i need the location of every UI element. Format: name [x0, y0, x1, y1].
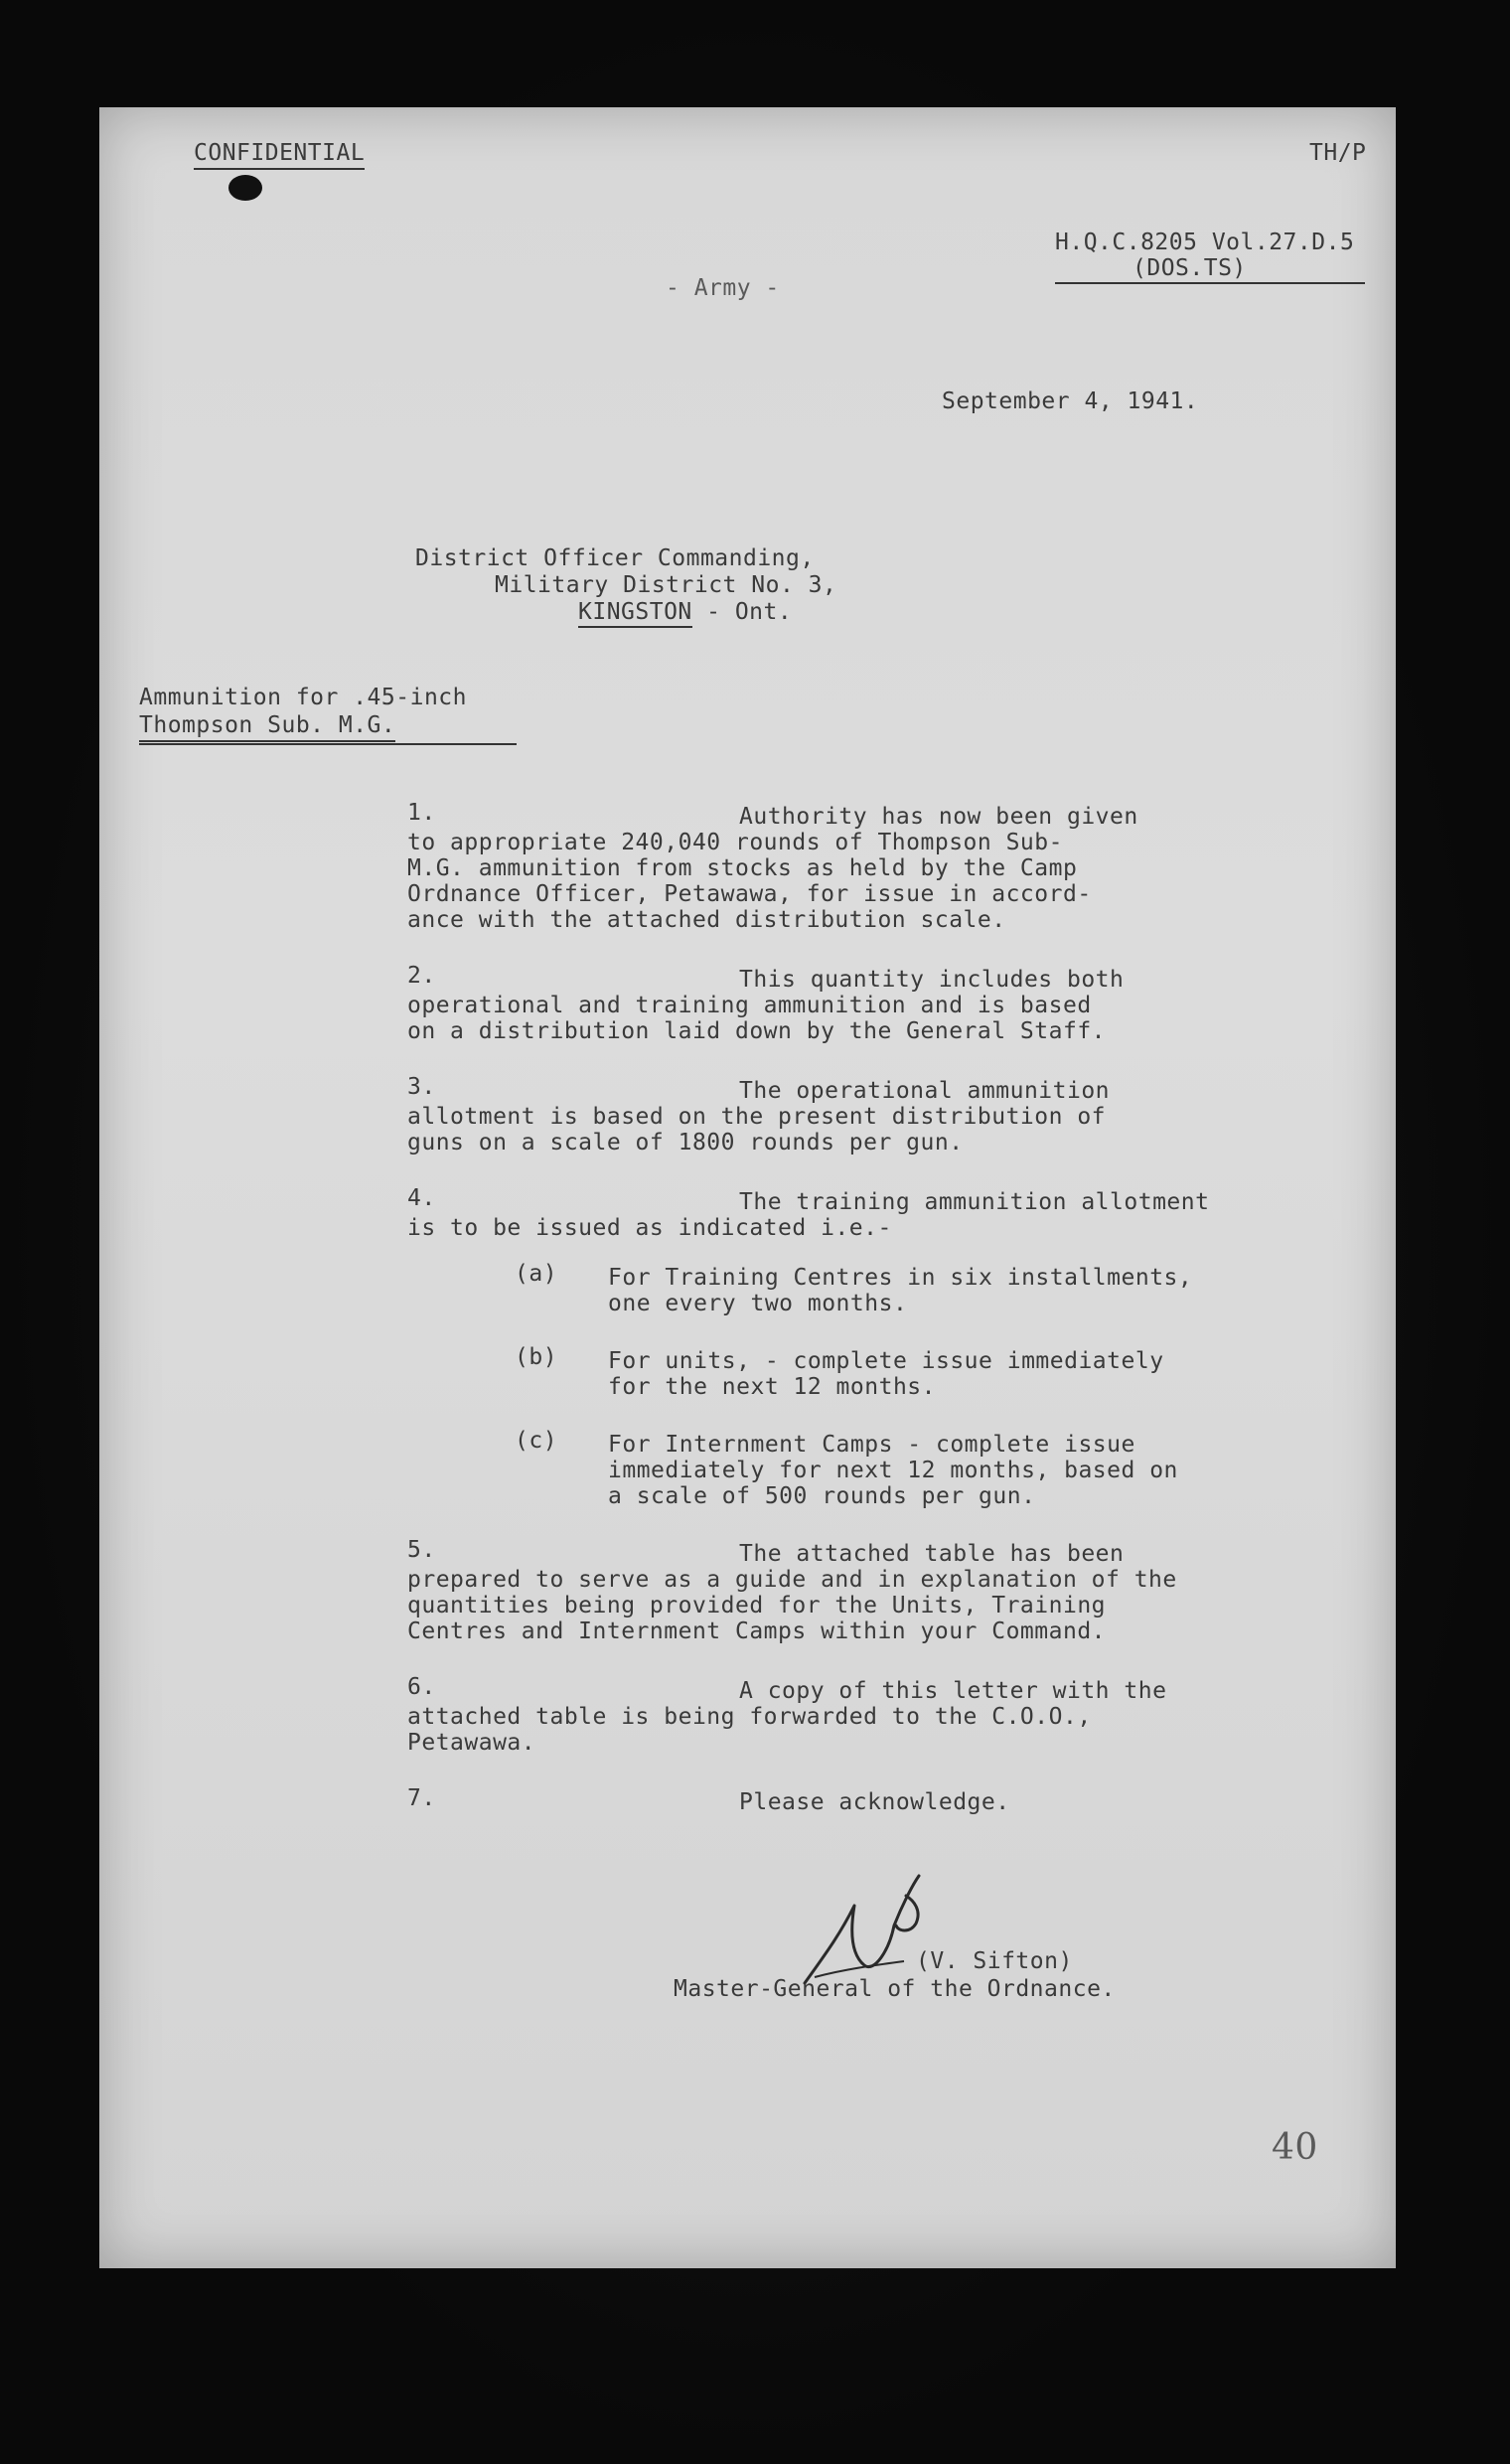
para-6-number: 6. [407, 1674, 436, 1700]
service-heading: - Army - [666, 275, 780, 301]
addressee-line-3 [578, 598, 792, 626]
addressee-line-2: Military District No. 3, [495, 572, 837, 598]
item-b-label: (b) [515, 1344, 558, 1370]
subject-line-1: Ammunition for .45-inch [139, 685, 467, 710]
signatory-title: Master-General of the Ordnance. [674, 1976, 1116, 2002]
subject-line-2: Thompson Sub. M.G. [139, 711, 395, 742]
item-a-line-1: For Training Centres in six installments, [608, 1265, 1193, 1291]
item-b-line-1: For units, - complete issue immediately [608, 1348, 1164, 1374]
letter-date: September 4, 1941. [942, 388, 1199, 414]
para-1-line-4: Ordnance Officer, Petawawa, for issue in accord- [407, 881, 1092, 907]
para-4-line-2: is to be issued as indicated i.e.- [407, 1215, 892, 1241]
para-6-line-3: Petawawa. [407, 1730, 536, 1756]
para-1-line-2: to appropriate 240,040 rounds of Thompson Sub- [407, 830, 1063, 855]
addressee-city: KINGSTON [578, 599, 692, 628]
file-reference: H.Q.C.8205 Vol.27.D.5 [1055, 230, 1355, 255]
page-mark-number: 40 [1272, 2127, 1318, 2168]
para-4-number: 4. [407, 1185, 436, 1211]
para-3-line-2: allotment is based on the present distribution of [407, 1104, 1107, 1130]
addressee-province: - Ont. [691, 599, 793, 625]
para-1-line-1: Authority has now been given [739, 804, 1138, 830]
para-3-line-3: guns on a scale of 1800 rounds per gun. [407, 1130, 964, 1155]
item-c-line-2: immediately for next 12 months, based on [608, 1458, 1178, 1483]
item-c-line-1: For Internment Camps - complete issue [608, 1432, 1135, 1458]
item-a-label: (a) [515, 1261, 558, 1287]
classification-stamp: CONFIDENTIAL [194, 139, 365, 170]
item-a-line-2: one every two months. [608, 1291, 908, 1316]
subject-rule [139, 743, 517, 745]
para-5-line-3: quantities being provided for the Units, Training [407, 1593, 1107, 1618]
ink-blot [228, 175, 262, 201]
para-3-line-1: The operational ammunition [739, 1078, 1111, 1104]
item-c-line-3: a scale of 500 rounds per gun. [608, 1483, 1036, 1509]
para-1-line-3: M.G. ammunition from stocks as held by the Camp [407, 855, 1078, 881]
para-5-line-1: The attached table has been [739, 1541, 1125, 1567]
para-7-line-1: Please acknowledge. [739, 1789, 1010, 1815]
item-b-line-2: for the next 12 months. [608, 1374, 936, 1400]
addressee-line-1: District Officer Commanding, [415, 545, 815, 571]
para-2-number: 2. [407, 963, 436, 989]
para-6-line-1: A copy of this letter with the [739, 1678, 1167, 1704]
para-5-number: 5. [407, 1537, 436, 1563]
file-reference-sub: (DOS.TS) [1132, 255, 1247, 281]
para-2-line-3: on a distribution laid down by the General Staff. [407, 1018, 1107, 1044]
para-6-line-2: attached table is being forwarded to the C.O.O., [407, 1704, 1092, 1730]
item-c-label: (c) [515, 1428, 558, 1454]
para-2-line-1: This quantity includes both [739, 967, 1125, 993]
para-5-line-2: prepared to serve as a guide and in explanation of the [407, 1567, 1177, 1593]
para-4-line-1: The training ammunition allotment [739, 1189, 1210, 1215]
para-7-number: 7. [407, 1785, 436, 1811]
para-1-number: 1. [407, 800, 436, 826]
file-reference-rule [1055, 282, 1365, 284]
initials-ref: TH/P [1309, 140, 1367, 166]
para-2-line-2: operational and training ammunition and is based [407, 993, 1092, 1018]
signatory-name: (V. Sifton) [916, 1948, 1073, 1974]
para-1-line-5: ance with the attached distribution scale. [407, 907, 1006, 933]
para-5-line-4: Centres and Internment Camps within your Command. [407, 1618, 1107, 1644]
document-page [99, 107, 1396, 2268]
para-3-number: 3. [407, 1074, 436, 1100]
